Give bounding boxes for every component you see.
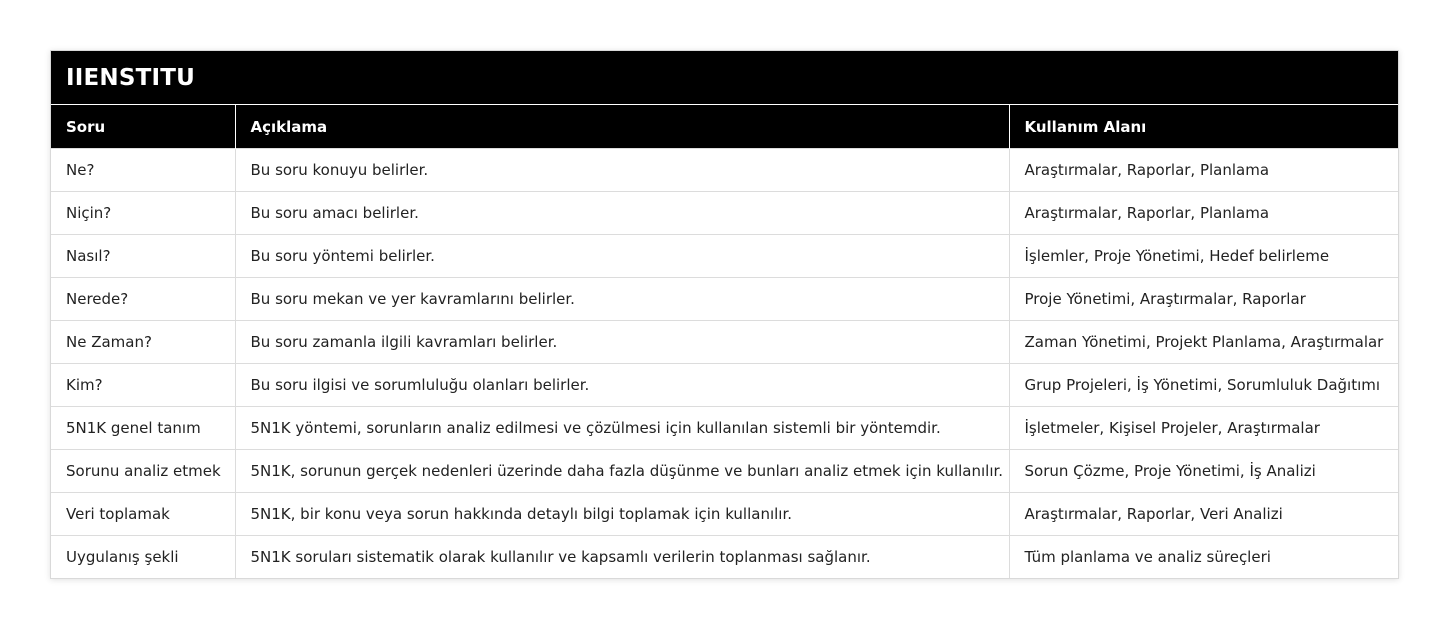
cell-aciklama: Bu soru ilgisi ve sorumluluğu olanları belirler. bbox=[235, 364, 1009, 407]
table-row bbox=[51, 278, 1398, 321]
data-table bbox=[51, 51, 1398, 578]
cell-soru: Ne? bbox=[51, 149, 235, 192]
cell-soru: Ne Zaman? bbox=[51, 321, 235, 364]
table-row bbox=[51, 235, 1398, 278]
cell-aciklama: Bu soru yöntemi belirler. bbox=[235, 235, 1009, 278]
cell-kullanim-alani: İşletmeler, Kişisel Projeler, Araştırmalar bbox=[1009, 407, 1398, 450]
table-row bbox=[51, 364, 1398, 407]
table-title-row bbox=[51, 51, 1398, 105]
cell-aciklama: 5N1K, sorunun gerçek nedenleri üzerinde daha fazla düşünme ve bunları analiz etmek için kullanılır. bbox=[235, 450, 1009, 493]
cell-kullanim-alani: Grup Projeleri, İş Yönetimi, Sorumluluk Dağıtımı bbox=[1009, 364, 1398, 407]
table-row bbox=[51, 321, 1398, 364]
data-table-container bbox=[50, 50, 1399, 579]
table-title: IIENSTITU bbox=[51, 51, 1398, 105]
column-header-soru: Soru bbox=[51, 105, 235, 149]
cell-aciklama: Bu soru mekan ve yer kavramlarını belirler. bbox=[235, 278, 1009, 321]
table-row bbox=[51, 536, 1398, 579]
table-row bbox=[51, 149, 1398, 192]
cell-soru: Sorunu analiz etmek bbox=[51, 450, 235, 493]
cell-aciklama: 5N1K yöntemi, sorunların analiz edilmesi ve çözülmesi için kullanılan sistemli bir yöntemdir. bbox=[235, 407, 1009, 450]
cell-kullanim-alani: Sorun Çözme, Proje Yönetimi, İş Analizi bbox=[1009, 450, 1398, 493]
cell-kullanim-alani: İşlemler, Proje Yönetimi, Hedef belirleme bbox=[1009, 235, 1398, 278]
cell-soru: Nerede? bbox=[51, 278, 235, 321]
cell-kullanim-alani: Araştırmalar, Raporlar, Veri Analizi bbox=[1009, 493, 1398, 536]
cell-kullanim-alani: Araştırmalar, Raporlar, Planlama bbox=[1009, 192, 1398, 235]
column-header-aciklama: Açıklama bbox=[235, 105, 1009, 149]
cell-aciklama: Bu soru amacı belirler. bbox=[235, 192, 1009, 235]
cell-soru: Uygulanış şekli bbox=[51, 536, 235, 579]
column-header-kullanim-alani: Kullanım Alanı bbox=[1009, 105, 1398, 149]
cell-soru: Kim? bbox=[51, 364, 235, 407]
table-row bbox=[51, 192, 1398, 235]
table-row bbox=[51, 450, 1398, 493]
table-header-row bbox=[51, 105, 1398, 149]
table-row bbox=[51, 407, 1398, 450]
cell-soru: 5N1K genel tanım bbox=[51, 407, 235, 450]
cell-kullanim-alani: Araştırmalar, Raporlar, Planlama bbox=[1009, 149, 1398, 192]
cell-kullanim-alani: Tüm planlama ve analiz süreçleri bbox=[1009, 536, 1398, 579]
cell-aciklama: 5N1K, bir konu veya sorun hakkında detaylı bilgi toplamak için kullanılır. bbox=[235, 493, 1009, 536]
table-row bbox=[51, 493, 1398, 536]
cell-soru: Veri toplamak bbox=[51, 493, 235, 536]
cell-kullanim-alani: Proje Yönetimi, Araştırmalar, Raporlar bbox=[1009, 278, 1398, 321]
cell-aciklama: Bu soru konuyu belirler. bbox=[235, 149, 1009, 192]
cell-soru: Nasıl? bbox=[51, 235, 235, 278]
cell-aciklama: 5N1K soruları sistematik olarak kullanılır ve kapsamlı verilerin toplanması sağlanır. bbox=[235, 536, 1009, 579]
cell-kullanim-alani: Zaman Yönetimi, Projekt Planlama, Araştırmalar bbox=[1009, 321, 1398, 364]
cell-aciklama: Bu soru zamanla ilgili kavramları belirler. bbox=[235, 321, 1009, 364]
cell-soru: Niçin? bbox=[51, 192, 235, 235]
